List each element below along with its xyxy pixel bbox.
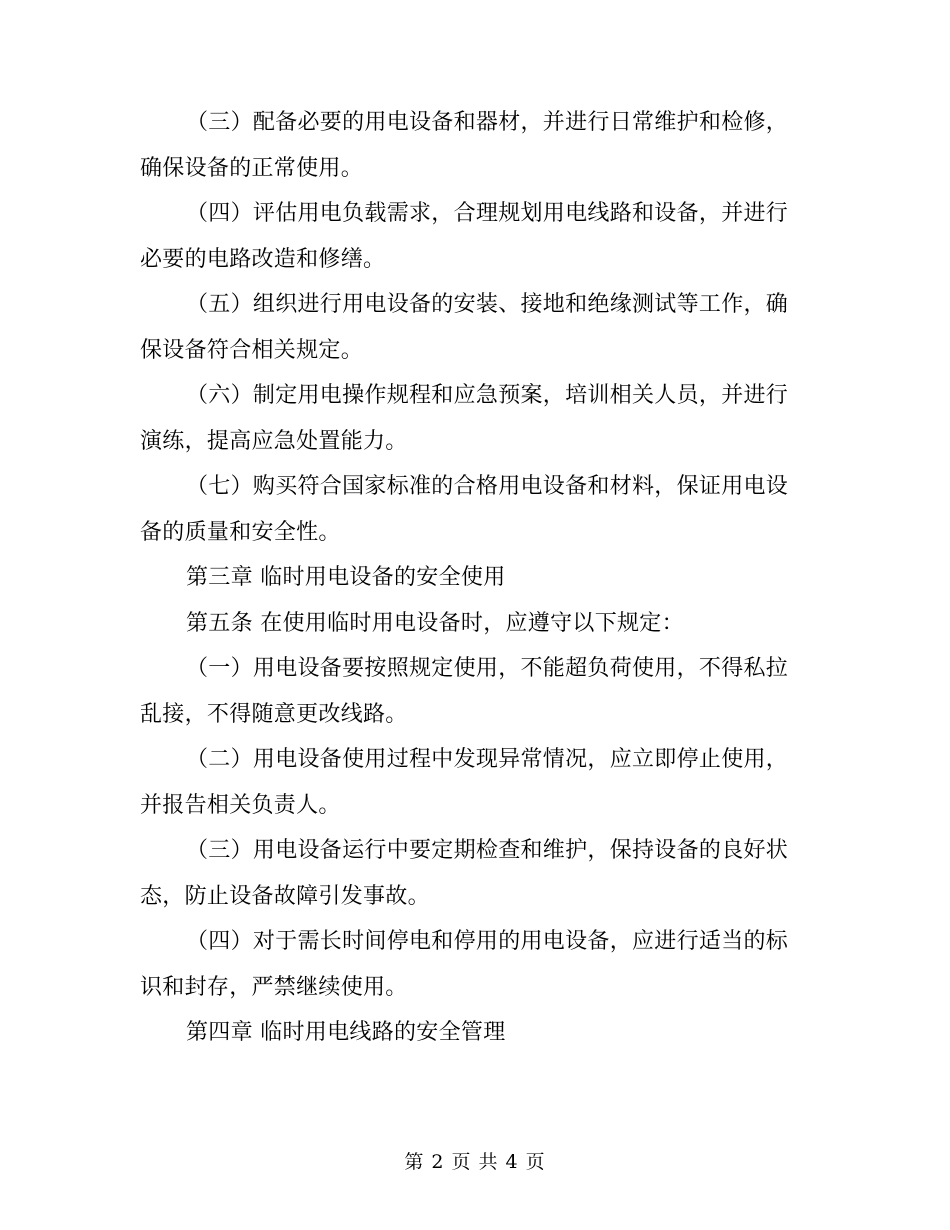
paragraph-item-5-installation: （五）组织进行用电设备的安装、接地和绝缘测试等工作，确保设备符合相关规定。 [140, 292, 789, 363]
page-number-footer: 第 2 页 共 4 页 [404, 1151, 546, 1173]
paragraph-rule-1-usage: （一）用电设备要按照规定使用，不能超负荷使用，不得私拉乱接，不得随意更改线路。 [140, 656, 789, 727]
paragraph-rule-4-sealing: （四）对于需长时间停电和停用的用电设备，应进行适当的标识和封存，严禁继续使用。 [140, 929, 789, 1000]
paragraph-item-4-load-planning: （四）评估用电负载需求，合理规划用电线路和设备，并进行必要的电路改造和修缮。 [140, 201, 789, 272]
paragraph-item-6-procedures: （六）制定用电操作规程和应急预案，培训相关人员，并进行演练，提高应急处置能力。 [140, 383, 789, 454]
paragraph-item-7-purchasing: （七）购买符合国家标准的合格用电设备和材料，保证用电设备的质量和安全性。 [140, 474, 789, 545]
chapter-4-heading: 第四章 临时用电线路的安全管理 [186, 1020, 506, 1045]
document-body [140, 100, 800, 1056]
paragraph-rule-2-abnormal: （二）用电设备使用过程中发现异常情况，应立即停止使用，并报告相关负责人。 [140, 747, 789, 818]
paragraph-item-3-equipment: （三）配备必要的用电设备和器材，并进行日常维护和检修，确保设备的正常使用。 [140, 110, 789, 181]
chapter-3-heading: 第三章 临时用电设备的安全使用 [186, 565, 506, 590]
paragraph-rule-3-maintenance: （三）用电设备运行中要定期检查和维护，保持设备的良好状态，防止设备故障引发事故。 [140, 838, 789, 909]
article-5-heading: 第五条 在使用临时用电设备时，应遵守以下规定： [186, 610, 684, 636]
